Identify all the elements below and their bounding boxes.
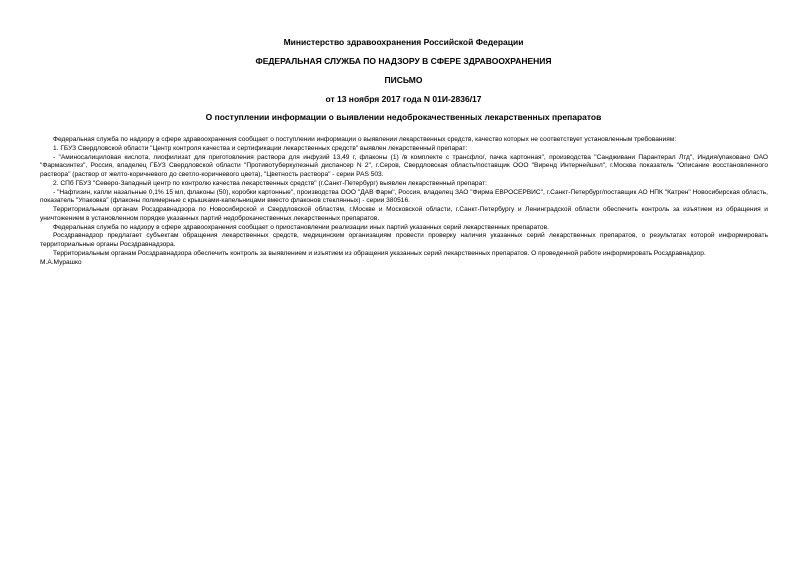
paragraph: 2. СПб ГБУЗ "Северо-Западный центр по контролю качества лекарственных средств" (г.Санкт-Петербург) выявлен лекарственный препарат: bbox=[53, 179, 487, 187]
service-title: ФЕДЕРАЛЬНАЯ СЛУЖБА ПО НАДЗОРУ В СФЕРЕ ЗДРАВООХРАНЕНИЯ bbox=[255, 56, 552, 66]
paragraph: 1. ГБУЗ Свердловской области "Центр контроля качества и сертификации лекарственных средств" выявлен лекарственный препарат: bbox=[53, 144, 468, 152]
document-type: ПИСЬМО bbox=[384, 75, 423, 85]
ministry-title: Министерство здравоохранения Российской Федерации bbox=[283, 37, 524, 47]
date-number: от 13 ноября 2017 года N 01И-2836/17 bbox=[325, 94, 482, 104]
paragraph: Территориальным органам Росздравнадзора обеспечить контроль за выявлением и изъятием из обращения указанных серий лекарственных препаратов. О проведенной работе информировать Росздравнадзор. bbox=[53, 249, 706, 257]
paragraph: - "Аминосалициловая кислота, лиофилизат для приготовления раствора для инфузий 13,49 г, флаконы (1) /в комплекте с трансфло/, пачка картонная", производства "Сандживани Парантерал Лтд", Индия/упаковано ОАО "Фармасинтез", Россия, владелец ГБУЗ Свердловской области "Противотуберкулезный диспансер N 2", г.Серов, Свердловская область/поставщик ООО "Виренд Интернейшнл", г.Москва показатель "Описание восстановленного раствора" (раствор от желто-коричневого до светло-коричневого цвета), "Цветность раствора" - серии PAS 503. bbox=[40, 153, 768, 178]
signature: М.А.Мурашко bbox=[40, 258, 82, 266]
document-subject: О поступлении информации о выявлении недоброкачественных лекарственных препаратов bbox=[205, 112, 602, 122]
letter-body bbox=[40, 136, 768, 267]
paragraph: Федеральная служба по надзору в сфере здравоохранения сообщает о приостановлении реализации иных партий указанных серий лекарственных препаратов. bbox=[53, 223, 549, 231]
paragraph: Территориальным органам Росздравнадзора по Новосибирской и Свердловской областям, г.Москве и Московской области, г.Санкт-Петербургу и Ленинградской области обеспечить контроль за изъятием из обращения и уничтожением в установленном порядке указанных партий недоброкачественных лекарственных препаратов. bbox=[40, 206, 768, 222]
paragraph: Федеральная служба по надзору в сфере здравоохранения сообщает о поступлении информации о выявлении лекарственных средств, качество которых не соответствует установленным требованиям: bbox=[53, 136, 677, 143]
paragraph: - "Нафтизин, капли назальные 0,1% 15 мл, флаконы (50), коробки картонные", производства ООО "ДАВ Фарм", Россия, владелец ЗАО "Фирма ЕВРОСЕРВИС", г.Санкт-Петербург/поставщик АО НПК "Катрен" Новосибирская область, показатель "Упаковка" (флаконы полимерные с крышками-капельницами вместо флаконов стеклянных) - серии 380516. bbox=[40, 188, 768, 205]
paragraph: Росздравнадзор предлагает субъектам обращения лекарственных средств, медицинским организациям провести проверку наличия указанных серий лекарственных препаратов, о результатах которой информировать территориальные органы Росздравнадзора. bbox=[40, 232, 768, 248]
